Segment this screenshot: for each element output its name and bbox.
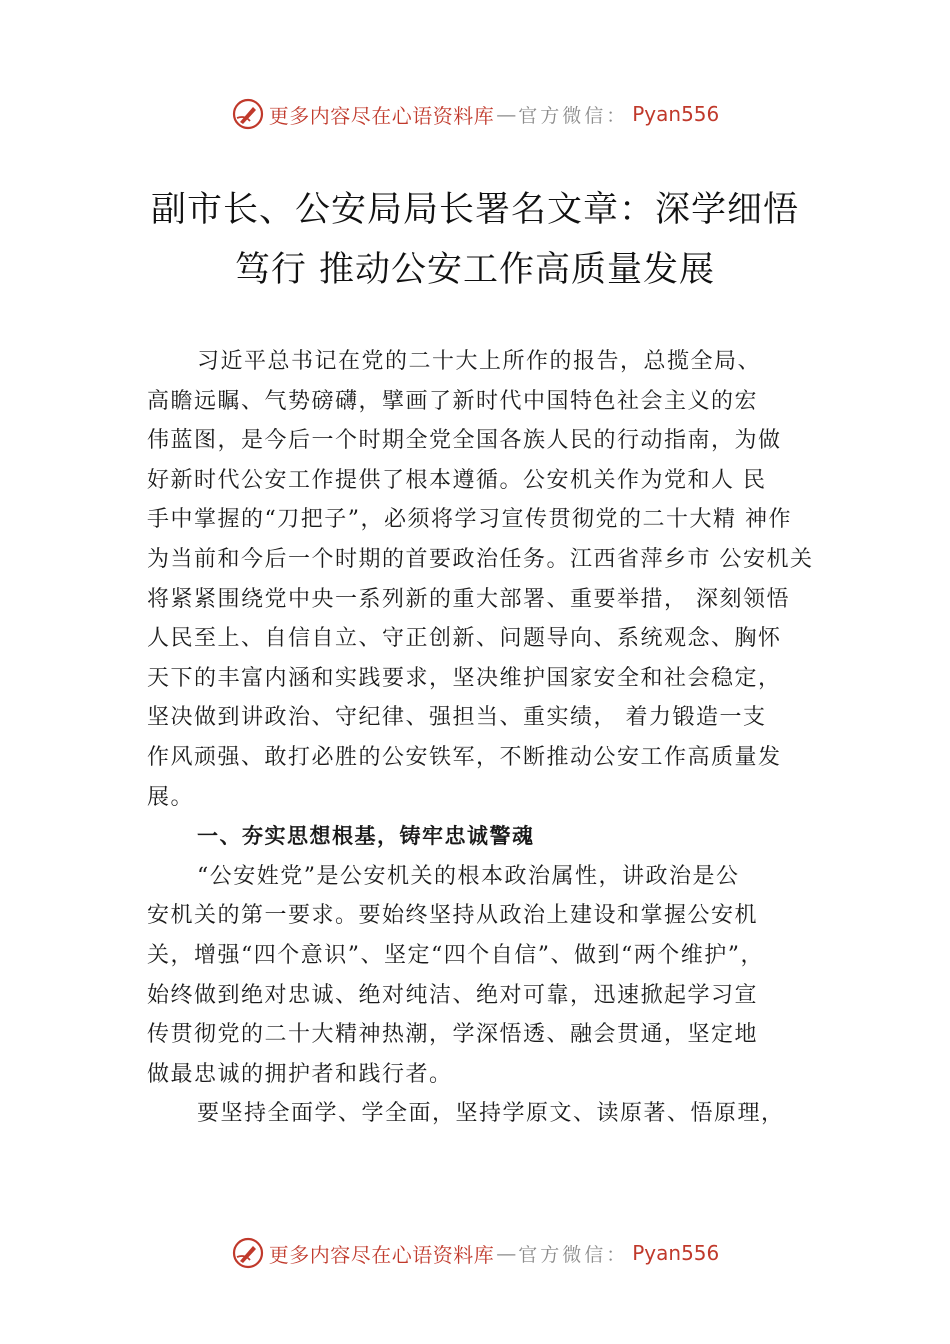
text-line: 展。 xyxy=(147,784,195,810)
watermark-wechat-label: 官方微信： xyxy=(518,1243,629,1266)
text-line: 将紧紧围绕党中央一系列新的重大部署、重要举措， 深刻领悟 xyxy=(147,586,790,612)
watermark-brand: 更多内容尽在心语资料库 xyxy=(268,1242,495,1267)
text-line: 要坚持全面学、学全面，坚持学原文、读原著、悟原理， xyxy=(197,1101,785,1127)
document-body xyxy=(147,342,837,1134)
section-heading-1: 一、夯实思想根基，铸牢忠诚警魂 xyxy=(197,824,535,849)
text-line: 习近平总书记在党的二十大上所作的报告，总揽全局、 xyxy=(197,349,762,374)
paragraph-1 xyxy=(147,342,837,817)
pen-nib-circle-icon xyxy=(231,1236,265,1270)
text-line: 关，增强“四个意识”、坚定“四个自信”、做到“两个维护”， xyxy=(147,942,764,968)
text-line: 作风顽强、敢打必胜的公安铁军，不断推动公安工作高质量发 xyxy=(147,744,782,770)
watermark-wechat-id: Pyan556 xyxy=(632,102,720,126)
title-line-1: 副市长、公安局局长署名文章：深学细悟 xyxy=(150,190,799,230)
watermark-banner-top xyxy=(0,92,950,136)
watermark-wechat-id: Pyan556 xyxy=(632,1241,720,1265)
watermark-wechat-label: 官方微信： xyxy=(518,104,629,127)
paragraph-3 xyxy=(147,1094,837,1134)
document-title xyxy=(0,180,950,300)
paragraph-2 xyxy=(147,857,837,1095)
text-line: 始终做到绝对忠诚、绝对纯洁、绝对可靠，迅速掀起学习宣 xyxy=(147,982,759,1008)
watermark-separator: — xyxy=(496,102,517,126)
text-line: 人民至上、自信自立、守正创新、问题导向、系统观念、胸怀 xyxy=(147,626,782,652)
text-line: 手中掌握的“刀把子”，必须将学习宣传贯彻党的二十大精 神作 xyxy=(147,507,792,533)
watermark-separator: — xyxy=(496,1241,517,1265)
text-line: 好新时代公安工作提供了根本遵循。公安机关作为党和人 民 xyxy=(147,467,767,493)
text-line: 安机关的第一要求。要始终坚持从政治上建设和掌握公安机 xyxy=(147,903,759,929)
text-line: 坚决做到讲政治、守纪律、强担当、重实绩， 着力锻造一支 xyxy=(147,705,767,731)
watermark-brand: 更多内容尽在心语资料库 xyxy=(268,103,495,128)
text-line: 高瞻远瞩、气势磅礴，擘画了新时代中国特色社会主义的宏 xyxy=(147,388,759,414)
text-line: “公安姓党”是公安机关的根本政治属性，讲政治是公 xyxy=(197,863,740,889)
text-line: 为当前和今后一个时期的首要政治任务。江西省萍乡市 公安机关 xyxy=(147,546,814,572)
text-line: 天下的丰富内涵和实践要求，坚决维护国家安全和社会稳定， xyxy=(147,665,782,691)
text-line: 传贯彻党的二十大精神热潮，学深悟透、融会贯通，坚定地 xyxy=(147,1022,759,1048)
text-line: 做最忠诚的拥护者和践行者。 xyxy=(147,1061,453,1087)
pen-nib-circle-icon xyxy=(231,97,265,131)
text-line: 伟蓝图，是今后一个时期全党全国各族人民的行动指南，为做 xyxy=(147,428,782,454)
title-line-2: 笃行 推动公安工作高质量发展 xyxy=(234,250,716,290)
watermark-banner-bottom xyxy=(0,1231,950,1275)
